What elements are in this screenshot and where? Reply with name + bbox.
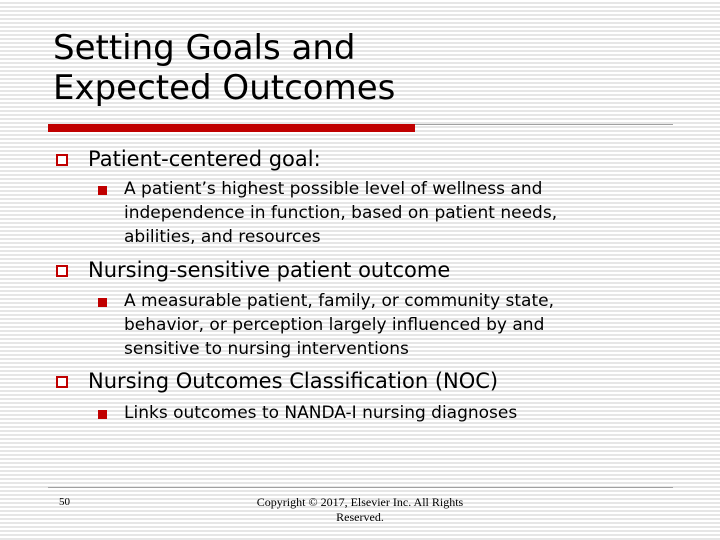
sub-bullet-line: independence in function, based on patient needs, [124, 203, 558, 223]
bullet-text: Nursing-sensitive patient outcome [88, 258, 451, 282]
title-line: Expected Outcomes [53, 68, 396, 108]
sub-bullet-item [98, 292, 658, 361]
bullet-item [56, 368, 676, 394]
sub-bullet-line: behavior, or perception largely influenced by and [124, 315, 545, 335]
filled-square-bullet-icon [98, 298, 107, 307]
sub-bullet-item [98, 404, 658, 425]
filled-square-bullet-icon [98, 410, 107, 419]
title-accent-bar [48, 124, 415, 132]
slide-title [53, 28, 673, 108]
footer-divider-line [48, 487, 673, 488]
sub-bullet-line: Links outcomes to NANDA-I nursing diagnoses [124, 403, 518, 423]
sub-bullet-item [98, 180, 658, 249]
sub-bullet-line: abilities, and resources [124, 227, 321, 247]
bullet-text: Nursing Outcomes Classification (NOC) [88, 369, 499, 393]
sub-bullet-text [124, 177, 557, 249]
sub-bullet-line: sensitive to nursing interventions [124, 339, 409, 359]
hollow-square-bullet-icon [56, 376, 68, 388]
title-line: Setting Goals and [53, 28, 356, 68]
sub-bullet-text [124, 289, 554, 361]
sub-bullet-line: A measurable patient, family, or community state, [124, 291, 554, 311]
sub-bullet-text [124, 401, 517, 425]
hollow-square-bullet-icon [56, 265, 68, 277]
copyright-line: Copyright © 2017, Elsevier Inc. All Rights [256, 495, 464, 509]
sub-bullet-line: A patient’s highest possible level of wellness and [124, 179, 543, 199]
bullet-item [56, 257, 676, 283]
bullet-text: Patient-centered goal: [88, 147, 321, 171]
bullet-item [56, 146, 676, 172]
copyright-line: Reserved. [336, 510, 384, 524]
filled-square-bullet-icon [98, 186, 107, 195]
page-number: 50 [59, 496, 70, 508]
copyright-notice [240, 495, 480, 525]
hollow-square-bullet-icon [56, 154, 68, 166]
